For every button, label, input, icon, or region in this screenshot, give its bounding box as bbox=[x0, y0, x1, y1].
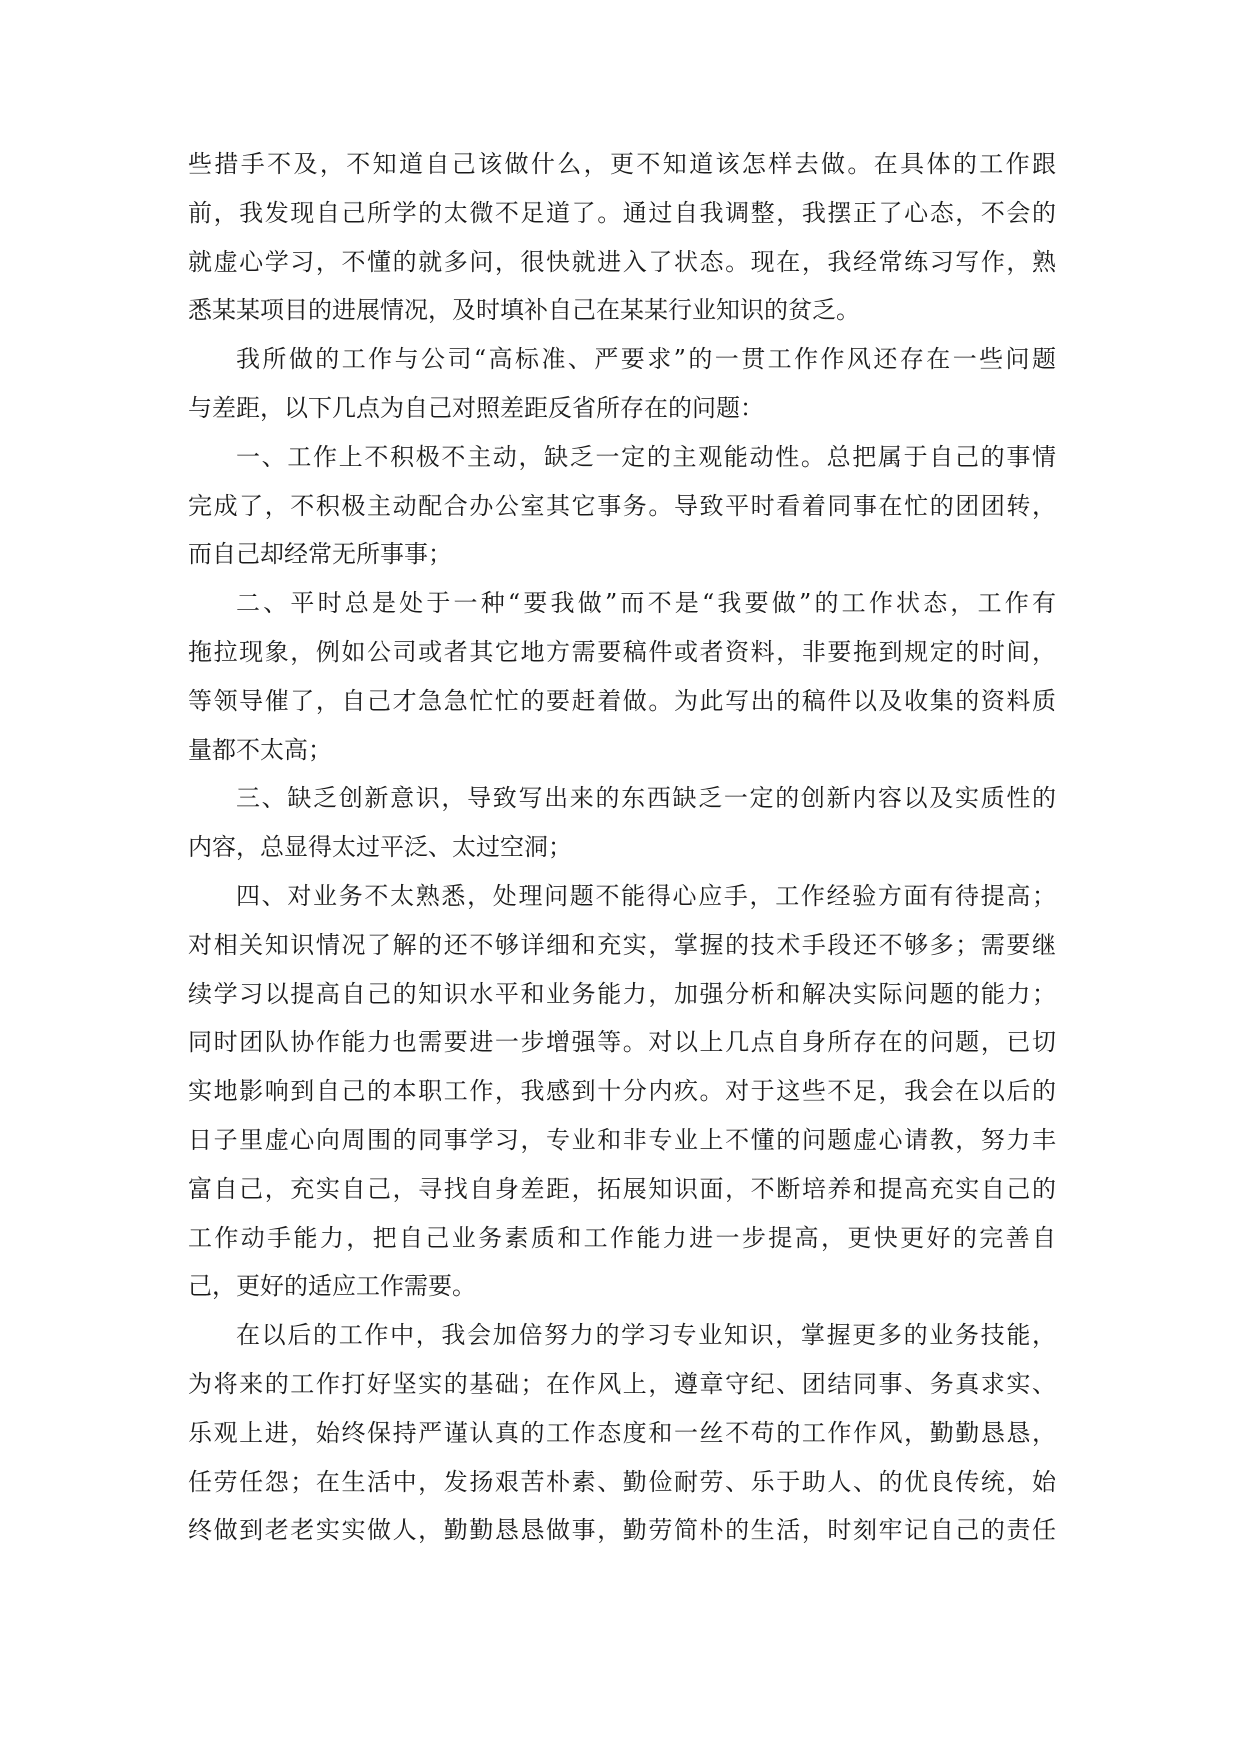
paragraph-2 bbox=[188, 335, 1056, 433]
text-line: 而自己却经常无所事事； bbox=[188, 540, 452, 569]
paragraph-4 bbox=[188, 579, 1056, 774]
text-line: 终做到老老实实做人，勤勤恳恳做事，勤劳简朴的生活，时刻牢记自己的责任 bbox=[188, 1516, 1056, 1545]
text-line: 续学习以提高自己的知识水平和业务能力，加强分析和解决实际问题的能力； bbox=[188, 979, 1056, 1008]
text-line: 实地影响到自己的本职工作，我感到十分内疚。对于这些不足，我会在以后的 bbox=[188, 1077, 1056, 1106]
text-line: 对相关知识情况了解的还不够详细和充实，掌握的技术手段还不够多；需要继 bbox=[188, 930, 1056, 959]
paragraph-3 bbox=[188, 433, 1056, 579]
text-line: 三、缺乏创新意识，导致写出来的东西缺乏一定的创新内容以及实质性的 bbox=[236, 784, 1056, 813]
text-line: 富自己，充实自己，寻找自身差距，拓展知识面，不断培养和提高充实自己的 bbox=[188, 1174, 1056, 1203]
text-line: 内容，总显得太过平泛、太过空洞； bbox=[188, 833, 572, 862]
paragraph-1 bbox=[188, 140, 1056, 335]
text-line: 工作动手能力，把自己业务素质和工作能力进一步提高，更快更好的完善自 bbox=[188, 1223, 1056, 1252]
text-line: 任劳任怨；在生活中，发扬艰苦朴素、勤俭耐劳、乐于助人、的优良传统，始 bbox=[188, 1467, 1056, 1496]
text-line: 一、工作上不积极不主动，缺乏一定的主观能动性。总把属于自己的事情 bbox=[236, 442, 1056, 471]
text-line: 等领导催了，自己才急急忙忙的要赶着做。为此写出的稿件以及收集的资料质 bbox=[188, 686, 1056, 715]
text-line: 就虚心学习，不懂的就多问，很快就进入了状态。现在，我经常练习写作，熟 bbox=[188, 247, 1056, 276]
text-line: 与差距，以下几点为自己对照差距反省所存在的问题： bbox=[188, 393, 764, 422]
text-line: 拖拉现象，例如公司或者其它地方需要稿件或者资料，非要拖到规定的时间， bbox=[188, 637, 1056, 666]
document-body bbox=[188, 140, 1056, 1555]
text-line: 完成了，不积极主动配合办公室其它事务。导致平时看着同事在忙的团团转， bbox=[188, 491, 1056, 520]
text-line: 量都不太高； bbox=[188, 735, 332, 764]
paragraph-6 bbox=[188, 872, 1056, 1311]
text-line: 前，我发现自己所学的太微不足道了。通过自我调整，我摆正了心态，不会的 bbox=[188, 198, 1056, 227]
text-line: 悉某某项目的进展情况，及时填补自己在某某行业知识的贫乏。 bbox=[188, 296, 860, 325]
text-line: 四、对业务不太熟悉，处理问题不能得心应手，工作经验方面有待提高； bbox=[236, 881, 1056, 910]
text-line: 在以后的工作中，我会加倍努力的学习专业知识，掌握更多的业务技能， bbox=[236, 1321, 1056, 1350]
text-line: 些措手不及，不知道自己该做什么，更不知道该怎样去做。在具体的工作跟 bbox=[188, 150, 1056, 178]
text-line: 二、平时总是处于一种“要我做”而不是“我要做”的工作状态，工作有 bbox=[236, 589, 1056, 618]
text-line: 同时团队协作能力也需要进一步增强等。对以上几点自身所存在的问题，已切 bbox=[188, 1028, 1056, 1057]
text-line: 为将来的工作打好坚实的基础；在作风上，遵章守纪、团结同事、务真求实、 bbox=[188, 1369, 1056, 1398]
text-line: 己，更好的适应工作需要。 bbox=[188, 1272, 476, 1301]
text-line: 乐观上进，始终保持严谨认真的工作态度和一丝不苟的工作作风，勤勤恳恳， bbox=[188, 1418, 1056, 1447]
paragraph-7 bbox=[188, 1311, 1056, 1555]
text-line: 我所做的工作与公司“高标准、严要求”的一贯工作作风还存在一些问题 bbox=[236, 345, 1056, 374]
paragraph-5 bbox=[188, 774, 1056, 872]
text-line: 日子里虚心向周围的同事学习，专业和非专业上不懂的问题虚心请教，努力丰 bbox=[188, 1125, 1056, 1154]
